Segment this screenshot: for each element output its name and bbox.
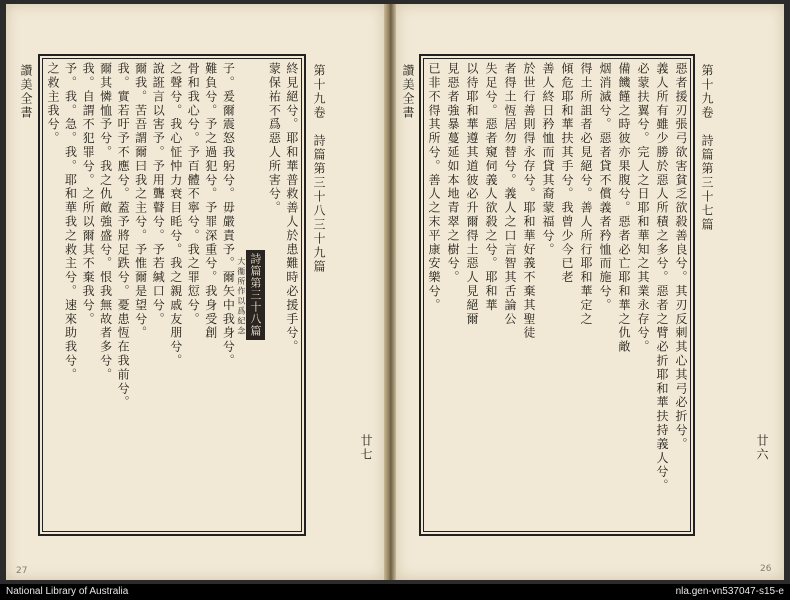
right-folio-number: 廿六 xyxy=(755,434,769,462)
right-text-column: 傾危耶和華扶其手兮。我曾少今已老 xyxy=(560,62,574,285)
right-text-column: 者得土恆居勿替兮。義人之口言智其舌論公 xyxy=(503,62,517,327)
right-text-column: 失足兮。惡者窺伺義人欲殺之兮。耶和華 xyxy=(484,62,498,313)
left-text-column: 骨和我心兮。予百體不寧兮。我之罪愆兮。 xyxy=(186,62,201,327)
psalm-heading-note: 大衞所作以爲紀念 xyxy=(236,257,246,337)
left-text-column: 爾我。苦吾謂爾曰我之主兮。予惟爾是望兮。 xyxy=(133,62,148,340)
left-text-column: 我。自謂不犯罪兮。之所以爾其不棄我兮。 xyxy=(81,62,96,327)
psalm-heading-banner: 詩篇第三十八篇 xyxy=(246,250,265,340)
right-text-column: 已非不得其所兮。善人之末平康安樂兮。 xyxy=(427,62,441,313)
book-gutter xyxy=(384,4,396,580)
right-text-column: 惡者援刃張弓欲害貧乏欲殺善良兮。其刃反刺其心其弓必折兮。 xyxy=(674,62,688,452)
left-margin-title: 讚美全書 xyxy=(19,64,33,120)
right-pencil-mark: 26 xyxy=(760,564,772,574)
right-text-column: 烟消滅兮。惡者貸不償義者矜恤而施兮。 xyxy=(598,62,612,313)
right-text-column: 於世行善則得永存兮。耶和華好義不棄其聖徒 xyxy=(522,62,536,340)
left-page xyxy=(6,4,384,580)
left-book-reference: 第十九卷 詩篇第三十八三十九篇 xyxy=(312,64,326,274)
left-text-frame xyxy=(38,54,306,536)
right-text-column: 必蒙扶翼兮。完人之日耶和華知之其業永存兮。 xyxy=(636,62,650,354)
left-text-column: 終見絕兮。耶和華普救善人於患難時必援手兮。 xyxy=(284,62,299,354)
left-text-column: 予。我。急。我。耶和華我之救主兮。速來助我兮。 xyxy=(63,62,78,382)
footer-identifier: nla.gen-vn537047-s15-e xyxy=(675,586,784,597)
left-text-columns xyxy=(44,62,300,528)
right-page xyxy=(396,4,784,580)
left-text-column: 之聲兮。我心怔忡力衰目眊兮。我之親戚友朋兮。 xyxy=(168,62,183,368)
right-text-column: 得土所詛者必見絕兮。善人所行耶和華定之 xyxy=(579,62,593,327)
footer-bar xyxy=(0,584,790,600)
left-text-column: 子。爰爾震怒我躬兮。毋嚴責予。爾矢中我身兮。 xyxy=(221,62,236,368)
right-book-reference: 第十九卷 詩篇第三十七篇 xyxy=(700,64,714,232)
left-text-column: 我。實若吁予不應兮。蓋予將足跌兮。憂患恆在我前兮。 xyxy=(116,62,131,410)
right-text-column: 善人終日矜恤而貸其裔蒙福兮。 xyxy=(541,62,555,257)
left-text-column: 說誑言以害予。予用聾瞽兮。予若緘口兮。 xyxy=(151,62,166,327)
right-text-frame xyxy=(419,54,695,536)
left-pencil-mark: 27 xyxy=(16,566,28,576)
left-text-column: 之救主我兮。 xyxy=(46,62,60,146)
right-text-column: 以待耶和華遵其道彼必升爾得土惡人見絕爾 xyxy=(465,62,479,327)
right-text-column: 見惡者強暴蔓延如本地青翠之樹兮。 xyxy=(446,62,460,285)
right-margin-title: 讚美全書 xyxy=(401,64,415,120)
psalm-heading xyxy=(237,62,265,528)
right-text-column: 備饑饉之時彼亦果腹兮。惡者必亡耶和華之仇敵 xyxy=(617,62,631,354)
left-text-column: 難負兮。予之過犯兮。予罪深重兮。我身受創 xyxy=(203,62,218,340)
right-text-column: 義人所有雖少勝於惡人所積之多兮。惡者之臂必折耶和華扶持義人兮。 xyxy=(655,62,669,493)
right-text-columns xyxy=(425,62,689,528)
left-folio-number: 廿七 xyxy=(359,434,373,462)
left-text-column: 蒙保祐不爲惡人所害兮。 xyxy=(267,62,282,215)
footer-library-name: National Library of Australia xyxy=(6,586,129,597)
left-text-column: 爾其憐恤予兮。我之仇敵強盛兮。恨我無故者多兮。 xyxy=(98,62,113,382)
